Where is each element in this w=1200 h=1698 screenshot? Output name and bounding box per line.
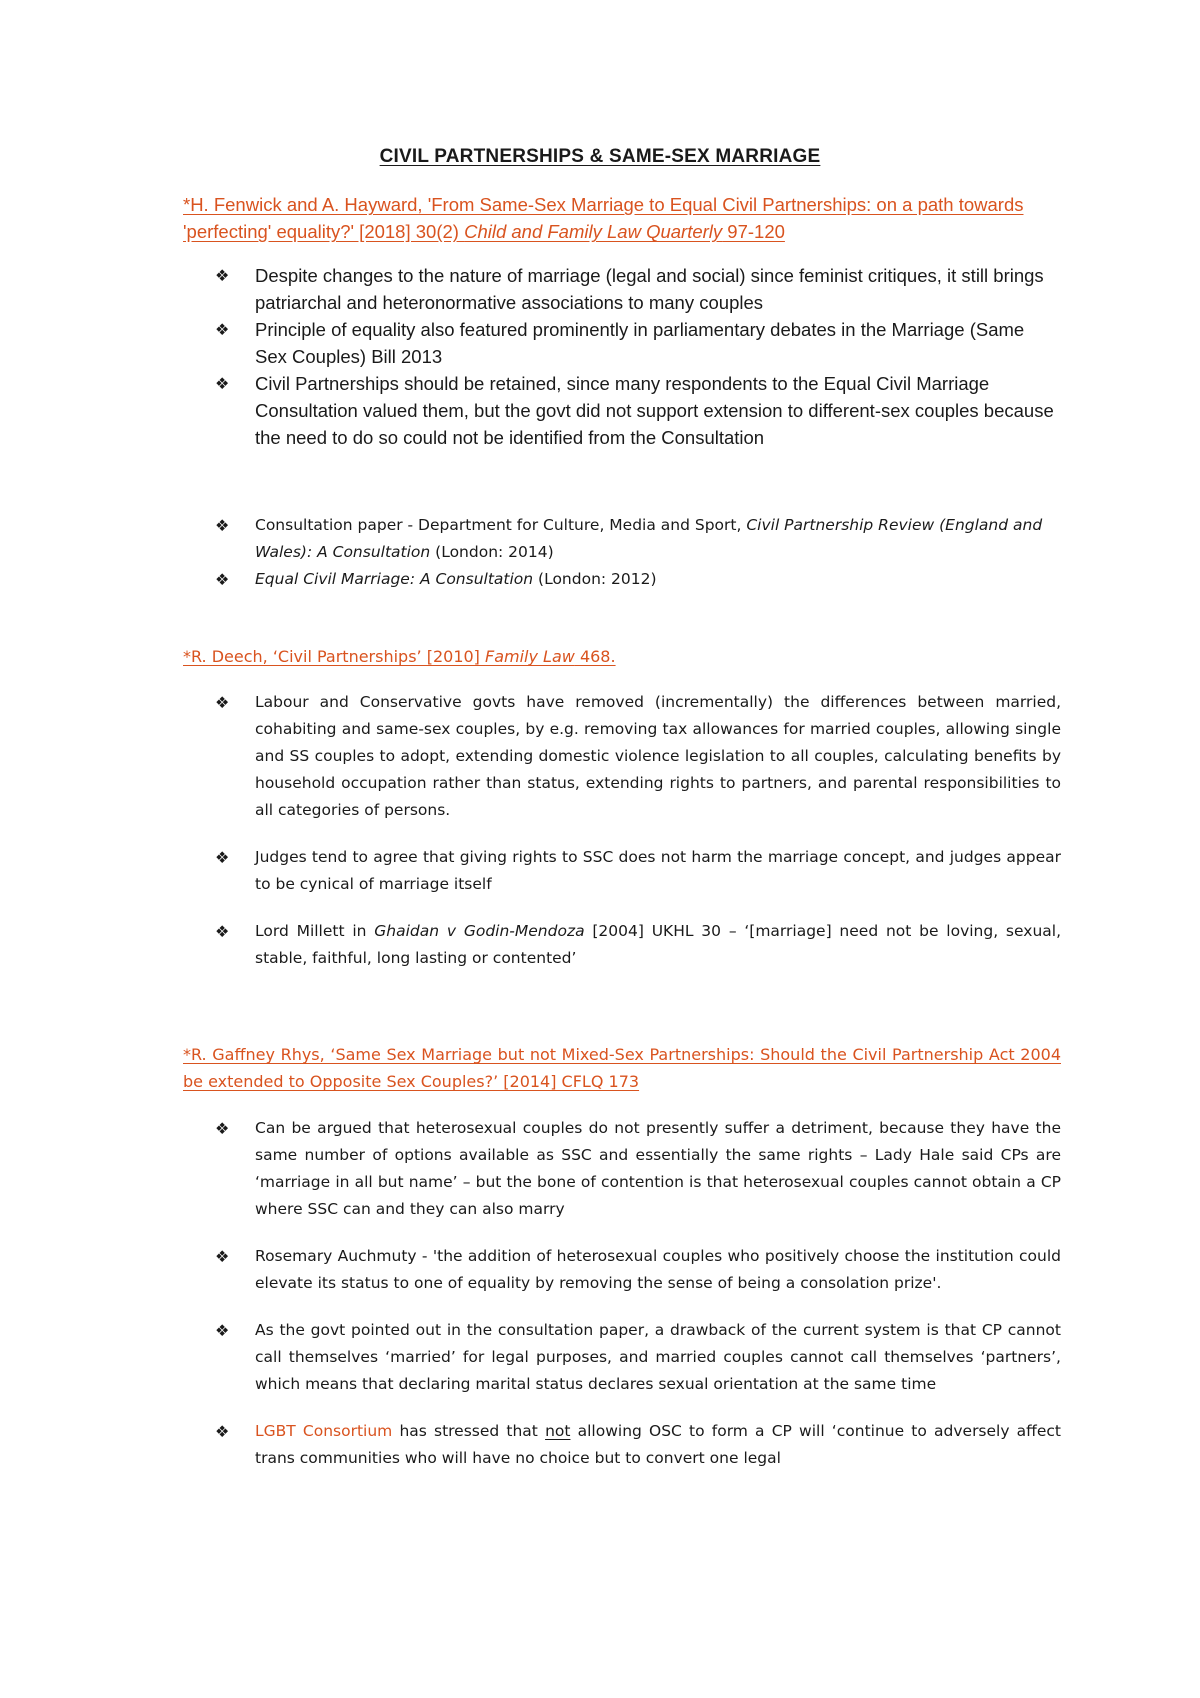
diamond-bullet-icon: ❖ [215,374,230,393]
list-item: ❖ Principle of equality also featured prominently in parliamentary debates in the Marriage (Same Sex Couples) Bill 2013 [215,316,1061,370]
reference-text: *H. Fenwick and A. Hayward, 'From Same-Sex Marriage to Equal Civil Partnerships: on a path towards 'perfecting' equality?' [2018] 30(2) [183,194,1024,242]
diamond-bullet-icon: ❖ [215,1247,230,1266]
reference-fenwick-hayward [183,191,1061,245]
organization-name: LGBT Consortium [255,1422,393,1440]
notes-list-consultations [215,512,1061,593]
list-item: ❖ Equal Civil Marriage: A Consultation (London: 2012) [215,566,1061,593]
diamond-bullet-icon: ❖ [215,693,230,712]
list-item: ❖ Can be argued that heterosexual couples do not presently suffer a detriment, because they have the same number of options available as SSC and essentially the same rights – Lady Hale said CPs are ‘marriage in all but name’ – but the bone of contention is that heterosexual couples cannot obtain a CP where SSC can and they can also marry [215,1115,1061,1223]
diamond-bullet-icon: ❖ [215,1321,230,1340]
diamond-bullet-icon: ❖ [215,922,230,941]
notes-list-fenwick [215,262,1061,451]
reference-gaffney-rhys: *R. Gaffney Rhys, ‘Same Sex Marriage but not Mixed-Sex Partnerships: Should the Civil Partnership Act 2004 be extended to Opposite Sex Couples?’ [2014] CFLQ 173 [183,1045,1061,1091]
list-item: ❖ Consultation paper - Department for Culture, Media and Sport, Civil Partnership Review (England and Wales): A Consultation (London: 2014) [215,512,1061,566]
reference-pages: 97-120 [722,221,785,242]
list-item: ❖ Rosemary Auchmuty - 'the addition of heterosexual couples who positively choose the institution could elevate its status to one of equality by removing the sense of being a consolation prize'. [215,1243,1061,1297]
diamond-bullet-icon: ❖ [215,1119,230,1138]
list-item: ❖ Civil Partnerships should be retained, since many respondents to the Equal Civil Marriage Consultation valued them, but the govt did not support extension to different-sex couples because the need to do so could not be identified from the Consultation [215,370,1061,451]
reference-journal: Child and Family Law Quarterly [464,221,723,242]
notes-list-deech [215,689,1061,992]
diamond-bullet-icon: ❖ [215,516,230,535]
list-item: ❖ Judges tend to agree that giving rights to SSC does not harm the marriage concept, and judges appear to be cynical of marriage itself [215,844,1061,898]
emphasis-not: not [545,1422,571,1440]
reference-journal: Family Law [485,647,575,666]
list-item: ❖ As the govt pointed out in the consultation paper, a drawback of the current system is that CP cannot call themselves ‘married’ for legal purposes, and married couples cannot call themselves ‘partners’, which means that declaring marital status declares sexual orientation at the same time [215,1317,1061,1398]
diamond-bullet-icon: ❖ [215,848,230,867]
list-item: ❖ LGBT Consortium has stressed that not allowing OSC to form a CP will ‘continue to adversely affect trans communities who will have no choice but to convert one legal [215,1418,1061,1472]
list-item: ❖ Labour and Conservative govts have removed (incrementally) the differences between married, cohabiting and same-sex couples, by e.g. removing tax allowances for married couples, allowing single and SS couples to adopt, extending domestic violence legislation to all couples, calculating benefits by household occupation rather than status, extending rights to partners, and parental responsibilities to all categories of persons. [215,689,1061,824]
diamond-bullet-icon: ❖ [215,570,230,589]
reference-deech: *R. Deech, ‘Civil Partnerships’ [2010] Family Law 468. [183,647,616,666]
diamond-bullet-icon: ❖ [215,266,230,285]
list-item: ❖ Lord Millett in Ghaidan v Godin-Mendoza [2004] UKHL 30 – ‘[marriage] need not be loving, sexual, stable, faithful, long lasting or contented’ [215,918,1061,972]
document-title: CIVIL PARTNERSHIPS & SAME-SEX MARRIAGE [379,146,821,167]
diamond-bullet-icon: ❖ [215,1422,230,1441]
list-item: ❖ Despite changes to the nature of marriage (legal and social) since feminist critiques, it still brings patriarchal and heteronormative associations to many couples [215,262,1061,316]
notes-list-gaffney-rhys [215,1115,1061,1492]
diamond-bullet-icon: ❖ [215,320,230,339]
